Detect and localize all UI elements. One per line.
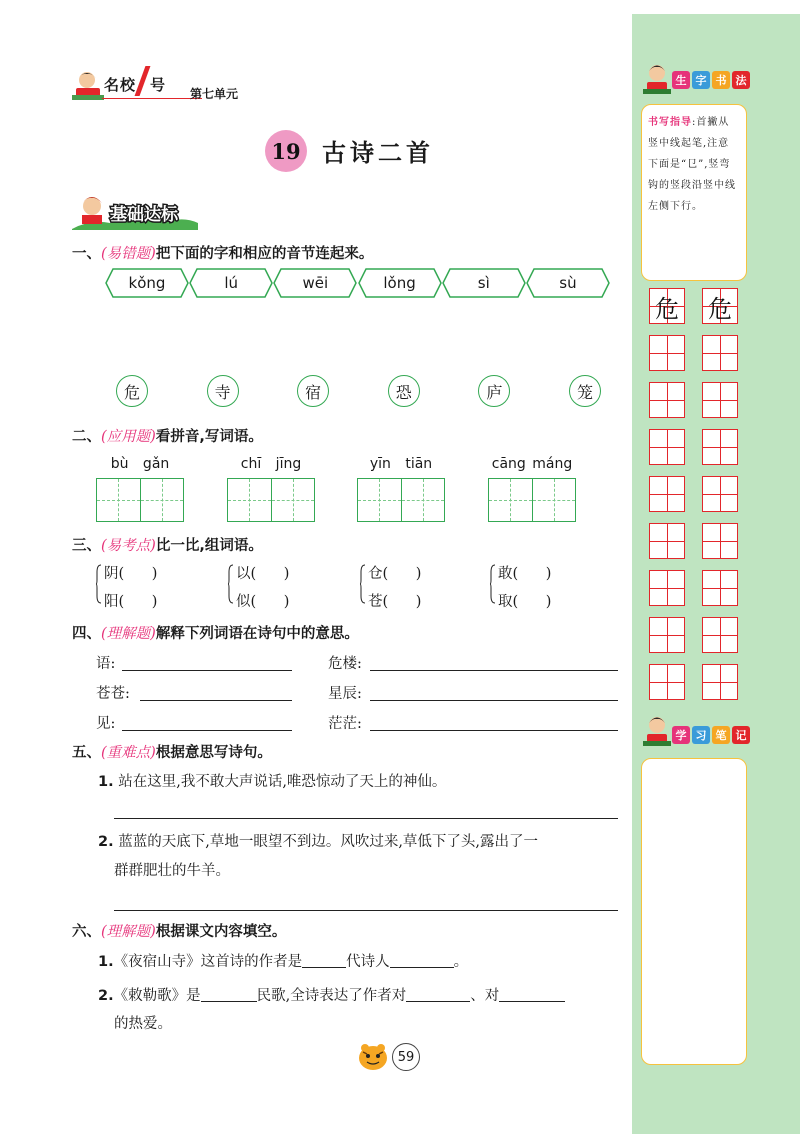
notes-title: 学 习 笔 记: [672, 726, 752, 744]
notes-box[interactable]: [641, 758, 747, 1065]
pinyin-label: chī jīng: [240, 456, 302, 472]
tian-grid[interactable]: [649, 570, 685, 606]
section-banner-text: 基础达标: [110, 205, 178, 225]
tian-grid[interactable]: [702, 429, 738, 465]
brace-icon: [228, 564, 234, 604]
student-reading-icon: [643, 714, 671, 748]
answer-line[interactable]: [114, 818, 618, 819]
syllable-box[interactable]: lǒng: [358, 268, 442, 298]
brace-icon: [360, 564, 366, 604]
tian-grid[interactable]: [649, 335, 685, 371]
lesson-number: 19: [265, 130, 307, 172]
page-number: 59: [392, 1043, 420, 1071]
tian-grid[interactable]: [702, 382, 738, 418]
term-label: 星辰:: [328, 686, 362, 702]
fill-item: 2.《敕勒歌》是 民歌,全诗表达了作者对 、对: [98, 982, 628, 1010]
answer-line[interactable]: [122, 730, 292, 731]
char-circle[interactable]: 危: [116, 375, 148, 407]
tian-grid[interactable]: [649, 664, 685, 700]
tian-grid[interactable]: [649, 476, 685, 512]
fill-item: 1.《夜宿山寺》这首诗的作者是 代诗人 。: [98, 948, 623, 976]
writing-grid[interactable]: [488, 478, 576, 522]
fill-blank[interactable]: [406, 985, 470, 1002]
brand-underline: [102, 98, 202, 99]
term-label: 危楼:: [328, 656, 362, 672]
tiger-icon: [355, 1040, 395, 1072]
syllable-box[interactable]: wēi: [273, 268, 357, 298]
answer-line[interactable]: [370, 670, 618, 671]
q2-title: 二、(应用题)看拼音,写词语。: [72, 429, 263, 445]
pinyin-label: yīn tiān: [369, 456, 433, 472]
brand-logo-icon: [70, 68, 106, 104]
syllable-box[interactable]: kǒng: [105, 268, 189, 298]
syllable-row: [105, 268, 610, 302]
syllable-box[interactable]: sù: [526, 268, 610, 298]
char-circle[interactable]: 笼: [569, 375, 601, 407]
char-circle[interactable]: 寺: [207, 375, 239, 407]
answer-line[interactable]: [370, 700, 618, 701]
tian-grid[interactable]: 危: [702, 288, 738, 324]
q1-title: 一、(易错题)把下面的字和相应的音节连起来。: [72, 246, 374, 262]
writing-grid[interactable]: [227, 478, 315, 522]
answer-line[interactable]: [122, 670, 292, 671]
q6-title: 六、(理解题)根据课文内容填空。: [72, 924, 287, 940]
q5-title: 五、(重难点)根据意思写诗句。: [72, 745, 272, 761]
practice-column-left: [649, 288, 685, 700]
tian-grid[interactable]: [702, 617, 738, 653]
syllable-box[interactable]: sì: [442, 268, 526, 298]
practice-column-right: [702, 288, 738, 700]
syllable-box[interactable]: lú: [189, 268, 273, 298]
char-circle[interactable]: 恐: [388, 375, 420, 407]
tian-grid[interactable]: [702, 664, 738, 700]
fill-blank[interactable]: [201, 985, 257, 1002]
tian-grid[interactable]: [649, 523, 685, 559]
writing-guide-text: 书写指导:首撇从竖中线起笔,注意下面是“㔾”,竖弯钩的竖段沿竖中线左侧下行。: [648, 117, 736, 212]
q4-title: 四、(理解题)解释下列词语在诗句中的意思。: [72, 626, 359, 642]
sentence-item: 1. 站在这里,我不敢大声说话,唯恐惊动了天上的神仙。: [98, 774, 447, 790]
term-label: 语:: [96, 656, 116, 672]
writing-grid[interactable]: [96, 478, 184, 522]
tian-grid[interactable]: [702, 570, 738, 606]
char-circle[interactable]: 宿: [297, 375, 329, 407]
tian-grid[interactable]: [649, 382, 685, 418]
brace-icon: [490, 564, 496, 604]
compare-pair[interactable]: 敢( ) 取( ): [490, 562, 610, 608]
char-row: [116, 375, 601, 407]
unit-label: 第七单元: [190, 87, 239, 101]
writing-grid[interactable]: [357, 478, 445, 522]
fill-blank[interactable]: [302, 951, 346, 968]
lesson-title: 古诗二首: [322, 138, 434, 167]
term-label: 见:: [96, 716, 116, 732]
tian-grid[interactable]: [649, 617, 685, 653]
term-label: 苍苍:: [96, 686, 130, 702]
q3-title: 三、(易考点)比一比,组词语。: [72, 538, 263, 554]
tian-grid[interactable]: 危: [649, 288, 685, 324]
tian-grid[interactable]: [649, 429, 685, 465]
sidebar-title: 生 字 书 法: [672, 71, 752, 89]
student-reading-icon: [643, 62, 671, 96]
answer-line[interactable]: [114, 910, 618, 911]
char-circle[interactable]: 庐: [478, 375, 510, 407]
fill-item-cont: 的热爱。: [114, 1016, 172, 1032]
brace-icon: [96, 564, 102, 604]
sentence-item-cont: 群群肥壮的牛羊。: [114, 863, 230, 879]
section-banner-icon: [70, 193, 200, 231]
fill-blank[interactable]: [390, 951, 454, 968]
pinyin-label: bù gǎn: [110, 456, 170, 472]
compare-pair[interactable]: 以( ) 似( ): [228, 562, 348, 608]
brand-name: 名校 号: [104, 76, 167, 94]
answer-line[interactable]: [140, 700, 292, 701]
sentence-item: 2. 蓝蓝的天底下,草地一眼望不到边。风吹过来,草低下了头,露出了一: [98, 834, 539, 850]
tian-grid[interactable]: [702, 335, 738, 371]
pinyin-label: cāng máng: [491, 456, 573, 472]
tian-grid[interactable]: [702, 523, 738, 559]
compare-pair[interactable]: 阴( ) 阳( ): [96, 562, 216, 608]
fill-blank[interactable]: [499, 985, 565, 1002]
tian-grid[interactable]: [702, 476, 738, 512]
answer-line[interactable]: [370, 730, 618, 731]
term-label: 茫茫:: [328, 716, 362, 732]
compare-pair[interactable]: 仓( ) 苍( ): [360, 562, 480, 608]
